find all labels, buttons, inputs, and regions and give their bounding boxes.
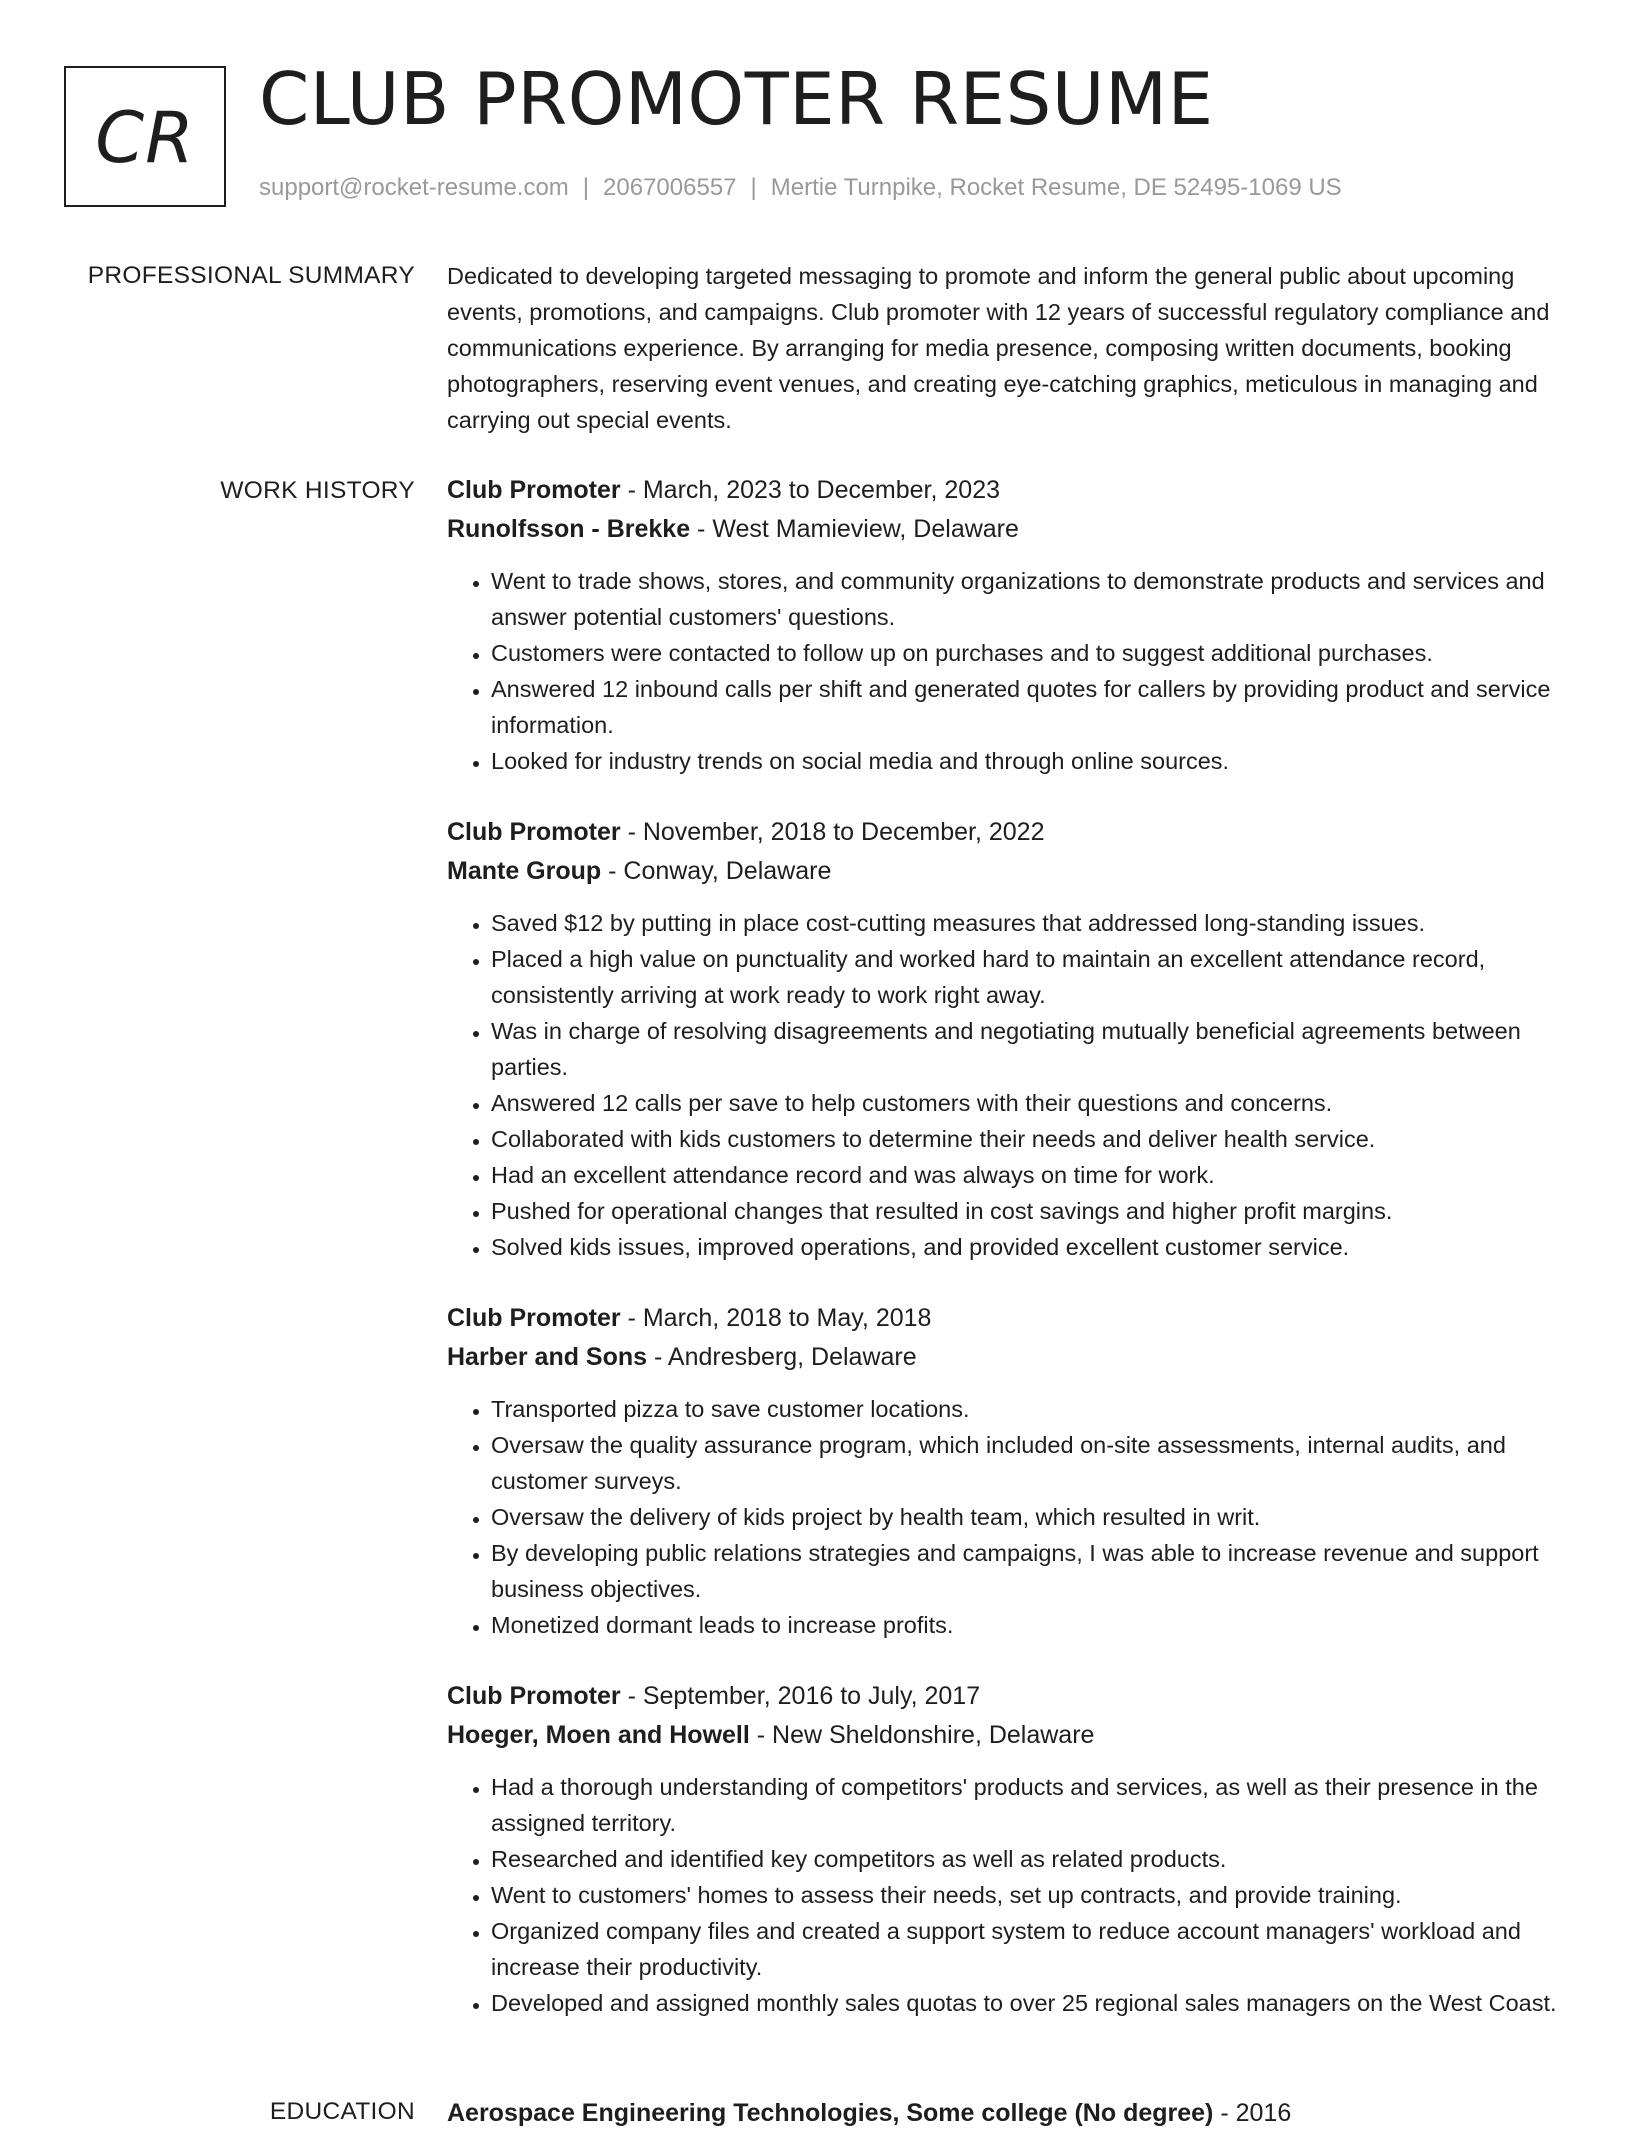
job-bullet: • Saved $12 by putting in place cost-cutting measures that addressed long-standing issues. (491, 905, 1567, 941)
job-dates: - September, 2016 to July, 2017 (620, 1682, 981, 1710)
job-bullet: • Developed and assigned monthly sales quotas to over 25 regional sales managers on the West Coast. (491, 1985, 1567, 2021)
job-title: Club Promoter (447, 818, 621, 846)
job-dates: - November, 2018 to December, 2022 (620, 818, 1045, 846)
job-bullet: • Researched and identified key competitors as well as related products. (491, 1841, 1567, 1877)
job-title-line (447, 1677, 1567, 1716)
job-bullet: • Answered 12 inbound calls per shift and generated quotes for callers by providing product and service information. (491, 671, 1567, 743)
contact-line (259, 174, 1342, 202)
contact-email[interactable]: support@rocket-resume.com (259, 174, 569, 201)
job-bullet: • Pushed for operational changes that resulted in cost savings and higher profit margins. (491, 1193, 1567, 1229)
education-year: - 2016 (1213, 2099, 1292, 2127)
section-label-work-history: WORK HISTORY (220, 477, 415, 504)
resume-title: CLUB PROMOTER RESUME (259, 57, 1214, 141)
job-company: Runolfsson - Brekke (447, 515, 691, 543)
job-bullet: • Placed a high value on punctuality and worked hard to maintain an excellent attendance record, consistently arriving at work ready to work right away. (491, 941, 1567, 1013)
job-bullet: • Looked for industry trends on social media and through online sources. (491, 743, 1567, 779)
job-bullet: • By developing public relations strategies and campaigns, I was able to increase revenue and support business objectives. (491, 1535, 1567, 1607)
job-bullet: • Went to trade shows, stores, and community organizations to demonstrate products and services and answer potential customers' questions. (491, 563, 1567, 635)
job-bullet: • Organized company files and created a support system to reduce account managers' workload and increase their productivity. (491, 1913, 1567, 1985)
job-location: - Andresberg, Delaware (647, 1343, 917, 1371)
contact-address: Mertie Turnpike, Rocket Resume, DE 52495-1069 US (770, 174, 1342, 201)
jobs-list (447, 471, 1567, 2055)
job-bullets (447, 1391, 1567, 1643)
summary-body (447, 258, 1567, 438)
job-bullet: • Transported pizza to save customer locations. (491, 1391, 1567, 1427)
job-entry (447, 813, 1567, 1265)
job-company-line (447, 1338, 1567, 1377)
section-label-summary: PROFESSIONAL SUMMARY (87, 262, 415, 289)
job-title-line (447, 813, 1567, 852)
monogram-logo (64, 66, 226, 207)
job-location: - New Sheldonshire, Delaware (749, 1721, 1095, 1749)
job-location: - Conway, Delaware (601, 857, 832, 885)
job-company: Mante Group (447, 857, 602, 885)
job-company-line (447, 852, 1567, 891)
job-entry (447, 471, 1567, 779)
job-bullet: • Had an excellent attendance record and was always on time for work. (491, 1157, 1567, 1193)
job-bullet: • Was in charge of resolving disagreements and negotiating mutually beneficial agreements between parties. (491, 1013, 1567, 1085)
job-bullet: • Answered 12 calls per save to help customers with their questions and concerns. (491, 1085, 1567, 1121)
contact-separator: | (582, 174, 590, 201)
job-bullets (447, 563, 1567, 779)
job-location: - West Mamieview, Delaware (690, 515, 1019, 543)
job-bullet: • Solved kids issues, improved operations, and provided excellent customer service. (491, 1229, 1567, 1265)
job-bullet: • Collaborated with kids customers to determine their needs and deliver health service. (491, 1121, 1567, 1157)
job-title-line (447, 1299, 1567, 1338)
education-body (447, 2094, 1567, 2133)
contact-separator: | (750, 174, 757, 201)
summary-text: Dedicated to developing targeted messaging to promote and inform the general public about upcoming events, promotions, and campaigns. Club promoter with 12 years of successful regulatory compliance and communications experience. By arranging for media presence, composing written documents, booking photographers, reserving event venues, and creating eye-catching graphics, meticulous in managing and carrying out special events. (447, 263, 1550, 433)
monogram-initials: CR (95, 96, 195, 179)
job-bullet: • Monetized dormant leads to increase profits. (491, 1607, 1567, 1643)
job-bullets (447, 1769, 1567, 2021)
job-company-line (447, 510, 1567, 549)
education-line (447, 2094, 1567, 2133)
section-label-education: EDUCATION (269, 2098, 415, 2125)
job-bullet: • Oversaw the delivery of kids project by health team, which resulted in writ. (491, 1499, 1567, 1535)
job-title: Club Promoter (447, 476, 621, 504)
job-entry (447, 1299, 1567, 1643)
contact-phone[interactable]: 2067006557 (603, 174, 737, 201)
job-company: Harber and Sons (447, 1343, 648, 1371)
job-dates: - March, 2023 to December, 2023 (620, 476, 1000, 504)
job-company: Hoeger, Moen and Howell (447, 1721, 750, 1749)
job-title: Club Promoter (447, 1304, 621, 1332)
job-title-line (447, 471, 1567, 510)
job-company-line (447, 1716, 1567, 1755)
job-dates: - March, 2018 to May, 2018 (620, 1304, 932, 1332)
job-bullet: • Customers were contacted to follow up on purchases and to suggest additional purchases. (491, 635, 1567, 671)
job-bullet: • Went to customers' homes to assess their needs, set up contracts, and provide training. (491, 1877, 1567, 1913)
job-title: Club Promoter (447, 1682, 621, 1710)
job-entry (447, 1677, 1567, 2021)
job-bullets (447, 905, 1567, 1265)
job-bullet: • Had a thorough understanding of competitors' products and services, as well as their presence in the assigned territory. (491, 1769, 1567, 1841)
job-bullet: • Oversaw the quality assurance program, which included on-site assessments, internal audits, and customer surveys. (491, 1427, 1567, 1499)
education-degree: Aerospace Engineering Technologies, Some college (No degree) (447, 2099, 1214, 2127)
